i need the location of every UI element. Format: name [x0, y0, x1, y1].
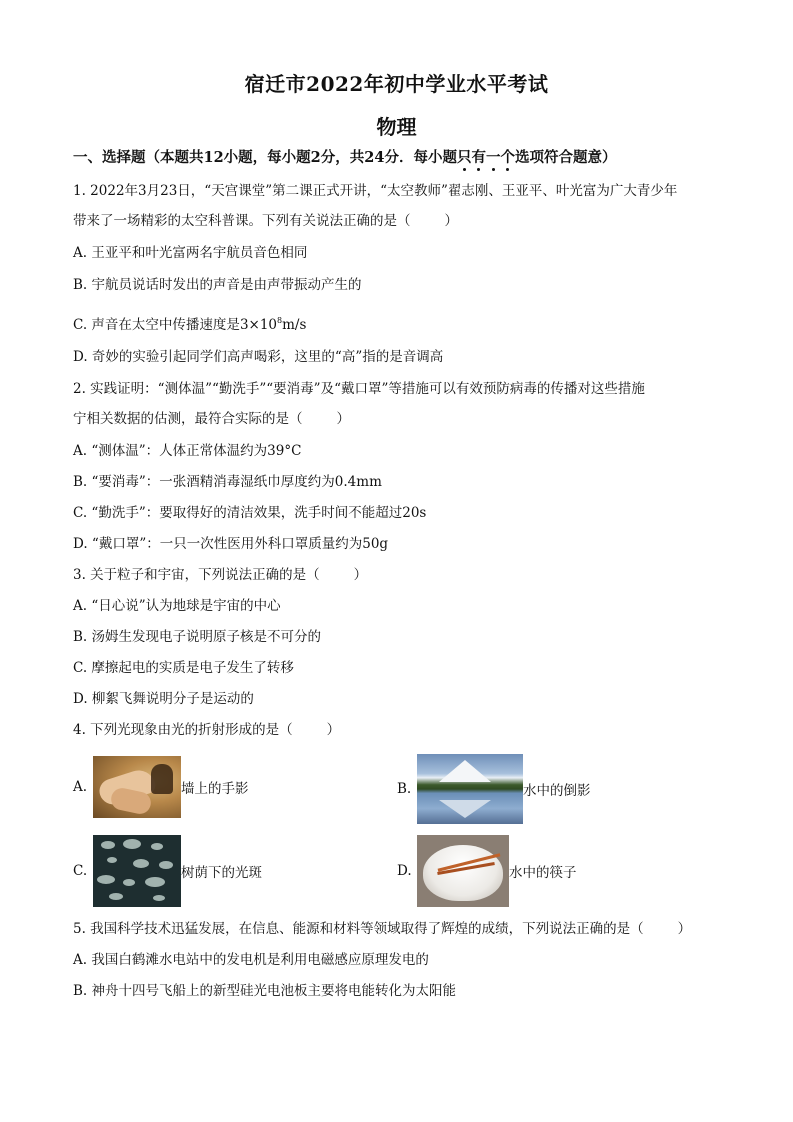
section-heading — [73, 146, 616, 167]
q4-option-c — [73, 835, 262, 907]
q4-option-a-caption: 墙上的手影 — [181, 781, 249, 797]
section-heading-text-after: 选项符合题意） — [514, 149, 617, 166]
q4-option-a — [73, 756, 249, 818]
q4-close-paren: ） — [326, 722, 341, 738]
q3-stem — [73, 566, 367, 584]
q5-option-b: B. 神舟十四号飞船上的新型硅光电池板主要将电能转化为太阳能 — [73, 983, 457, 999]
q4-stem — [73, 721, 340, 739]
lake-reflection-image — [417, 754, 523, 824]
tree-shade-light-spots-image — [93, 835, 181, 907]
emphasis-char-2: 有 — [471, 146, 486, 167]
q5-option-a: A. 我国白鹤滩水电站中的发电机是利用电磁感应原理发电的 — [73, 952, 429, 968]
q1-close-paren: ） — [444, 213, 458, 229]
q2-option-c: C. “勤洗手”：要取得好的清洁效果，洗手时间不能超过20s — [73, 505, 427, 521]
q4-option-b-letter: B. — [397, 781, 412, 797]
q2-close-paren: ） — [336, 411, 350, 427]
emphasis-char-4: 个 — [500, 146, 515, 167]
q3-option-b: B. 汤姆生发现电子说明原子核是不可分的 — [73, 629, 322, 645]
q1-stem-line2 — [73, 212, 458, 230]
q4-option-b-caption: 水中的倒影 — [523, 783, 591, 799]
q1-option-b: B. 宇航员说话时发出的声音是由声带振动产生的 — [73, 277, 362, 293]
q5-close-paren: ） — [677, 921, 692, 937]
q1-option-c-exponent: 8 — [277, 316, 283, 325]
q3-stem-text: 3. 关于粒子和宇宙，下列说法正确的是（ — [73, 567, 320, 583]
q2-option-a: A. “测体温”：人体正常体温约为39°C — [73, 443, 302, 459]
q4-option-c-letter: C. — [73, 863, 88, 879]
exam-title: 宿迁市2022年初中学业水平考试 — [244, 72, 549, 96]
q4-option-b — [397, 754, 591, 824]
q1-option-c-text: C. 声音在太空中传播速度是 — [73, 317, 240, 333]
q1-option-c-unit: m/s — [282, 317, 307, 333]
q3-option-d: D. 柳絮飞舞说明分子是运动的 — [73, 691, 254, 707]
q3-close-paren: ） — [353, 567, 368, 583]
subject-title: 物理 — [376, 115, 417, 139]
section-heading-text-before: 一、选择题（本题共12小题，每小题2分，共24分．每小题 — [73, 149, 457, 166]
q1-option-a: A. 王亚平和叶光富两名宇航员音色相同 — [73, 245, 308, 261]
q1-stem-text: 带来了一场精彩的太空科普课。下列有关说法正确的是（ — [73, 213, 411, 229]
chopsticks-in-water-image — [417, 835, 509, 907]
q2-stem-line2 — [73, 410, 350, 428]
q4-option-c-caption: 树荫下的光斑 — [181, 865, 262, 881]
q2-stem-line1: 2. 实践证明：“测体温”“勤洗手”“要消毒”及“戴口罩”等措施可以有效预防病毒的传播对这些措施 — [73, 381, 645, 397]
q1-option-c — [73, 312, 306, 334]
q2-stem-text: 宁相关数据的估测，最符合实际的是（ — [73, 411, 303, 427]
q2-option-b: B. “要消毒”：一张酒精消毒湿纸巾厚度约为0.4mm — [73, 474, 382, 490]
q1-option-c-number: 3×10 — [239, 317, 278, 333]
emphasis-char-1: 只 — [457, 146, 472, 167]
q3-option-c: C. 摩擦起电的实质是电子发生了转移 — [73, 660, 294, 676]
hand-shadow-image — [93, 756, 181, 818]
q4-option-d — [397, 835, 577, 907]
q5-stem-text: 5. 我国科学技术迅猛发展，在信息、能源和材料等领域取得了辉煌的成绩，下列说法正确的是（ — [73, 921, 644, 937]
q3-option-a: A. “日心说”认为地球是宇宙的中心 — [73, 598, 281, 614]
q5-stem — [73, 920, 691, 938]
emphasis-char-3: 一 — [486, 146, 501, 167]
q4-option-a-letter: A. — [73, 779, 88, 795]
q2-option-d: D. “戴口罩”：一只一次性医用外科口罩质量约为50g — [73, 536, 389, 552]
q4-stem-text: 4. 下列光现象由光的折射形成的是（ — [73, 722, 293, 738]
q1-option-d: D. 奇妙的实验引起同学们高声喝彩，这里的“高”指的是音调高 — [73, 349, 444, 365]
q4-option-d-letter: D. — [397, 863, 412, 879]
q4-option-d-caption: 水中的筷子 — [509, 865, 577, 881]
q1-stem-line1: 1. 2022年3月23日，“天宫课堂”第二课正式开讲，“太空教师”翟志刚、王亚平、叶光富为广大青少年 — [73, 183, 678, 199]
